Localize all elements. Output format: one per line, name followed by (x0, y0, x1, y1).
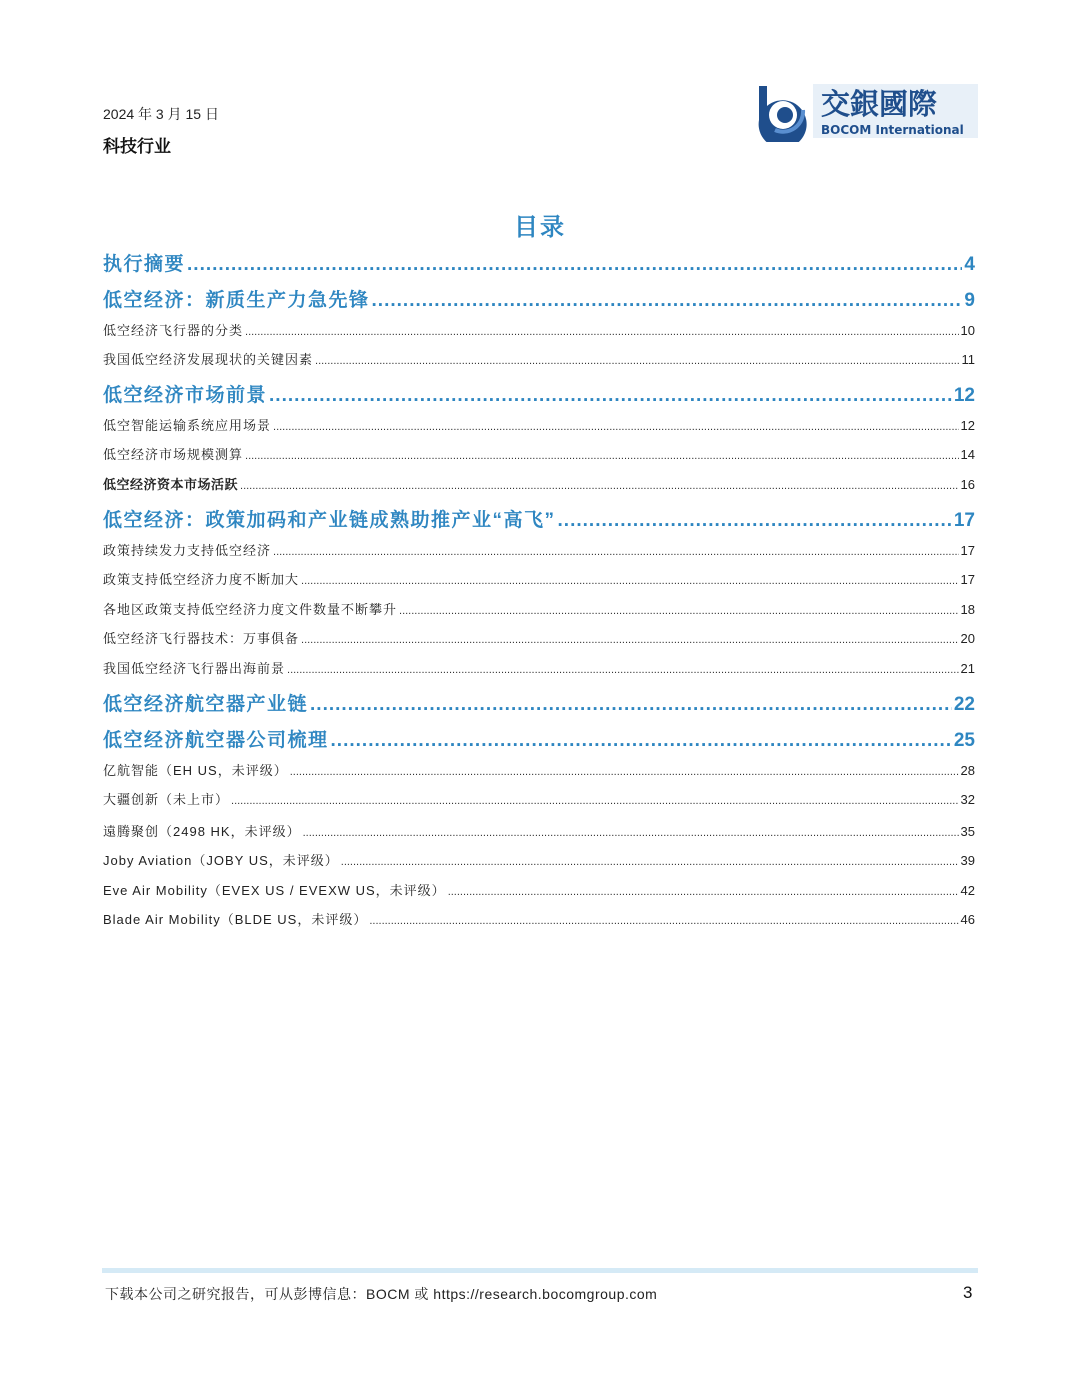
toc-leader-dots (399, 605, 959, 617)
toc-entry-chapter[interactable] (103, 725, 975, 752)
page-number: 3 (963, 1283, 973, 1302)
toc-entry-label: 我国低空经济发展现状的关键因素 (103, 352, 314, 367)
toc-entry-page: 42 (960, 883, 975, 898)
toc-entry-page: 11 (961, 352, 975, 367)
toc-leader-dots (372, 290, 963, 312)
sector-name: 科技行业 (103, 137, 171, 156)
toc-entry-page: 17 (953, 510, 975, 531)
toc-entry-page: 10 (960, 323, 975, 338)
toc-entry-section[interactable] (103, 569, 975, 588)
toc-entry-section[interactable] (103, 789, 975, 808)
toc-entry-page: 17 (960, 572, 975, 587)
toc-entry-label: 低空经济飞行器技术：万事俱备 (103, 631, 300, 646)
toc-entry-label: 执行摘要 (103, 254, 186, 275)
toc-entry-chapter[interactable] (103, 249, 975, 276)
toc-entry-label: 低空经济航空器公司梳理 (103, 730, 329, 751)
report-date: 2024 年 3 月 15 日 (103, 106, 219, 122)
toc-entry-page: 12 (960, 418, 975, 433)
toc-leader-dots (301, 575, 959, 587)
toc-entry-page: 17 (960, 543, 975, 558)
toc-leader-dots (315, 355, 959, 367)
toc-leader-dots (341, 856, 959, 868)
toc-entry-page: 20 (960, 631, 975, 646)
toc-leader-dots (287, 664, 959, 676)
logo-name-en: BOCOM International (821, 123, 964, 137)
footer-text: 下载本公司之研究报告，可从彭博信息：BOCM 或 https://research.bocomgroup.com (105, 1286, 658, 1302)
toc-leader-dots (301, 634, 959, 646)
toc-entry-section[interactable] (103, 474, 975, 493)
toc-entry-section[interactable] (103, 320, 975, 339)
toc-leader-dots (558, 510, 952, 532)
toc-leader-dots (240, 480, 959, 492)
toc-entry-page: 25 (953, 730, 975, 751)
toc-leader-dots (187, 254, 962, 276)
toc-entry-page: 14 (960, 447, 975, 462)
toc-entry-page: 21 (960, 661, 975, 676)
toc-entry-page: 12 (953, 385, 975, 406)
toc-leader-dots (310, 694, 952, 716)
toc-entry-label: 我国低空经济飞行器出海前景 (103, 661, 286, 676)
toc-entry-section[interactable] (103, 909, 975, 928)
toc-entry-label: Joby Aviation（JOBY US，未评级） (103, 853, 339, 868)
toc-leader-dots (273, 546, 959, 558)
toc-entry-section[interactable] (103, 658, 975, 677)
toc-entry-section[interactable] (103, 760, 975, 779)
bocom-logo-icon (759, 86, 807, 142)
toc-entry-page: 32 (960, 792, 975, 807)
toc-entry-label: 低空经济资本市场活跃 (103, 477, 239, 492)
toc-entry-page: 39 (960, 853, 975, 868)
toc-entry-label: 大疆创新（未上市） (103, 792, 230, 807)
toc-entry-label: 低空经济：新质生产力急先锋 (103, 290, 370, 311)
toc-leader-dots (331, 730, 952, 752)
toc-leader-dots (269, 385, 952, 407)
toc-entry-page: 18 (960, 602, 975, 617)
toc-entry-section[interactable] (103, 880, 975, 899)
toc-entry-section[interactable] (103, 628, 975, 647)
toc-entry-label: 低空经济航空器产业链 (103, 694, 309, 715)
toc-entry-page: 4 (964, 254, 975, 275)
toc-leader-dots (290, 766, 959, 778)
toc-entry-chapter[interactable] (103, 689, 975, 716)
toc-entry-label: 低空经济飞行器的分类 (103, 323, 244, 338)
toc-entry-label: 低空经济：政策加码和产业链成熟助推产业“高飞” (103, 510, 556, 531)
toc-entry-label: 各地区政策支持低空经济力度文件数量不断攀升 (103, 602, 398, 617)
toc-entry-label: 低空经济市场前景 (103, 385, 268, 406)
toc-entry-label: 遠腾聚创（2498 HK，未评级） (103, 824, 301, 839)
toc-leader-dots (231, 795, 959, 807)
toc-title: 目录 (514, 214, 566, 241)
toc-entry-chapter[interactable] (103, 380, 975, 407)
toc-leader-dots (245, 450, 959, 462)
toc-entry-label: 低空经济市场规模测算 (103, 447, 244, 462)
toc-entry-page: 16 (960, 477, 975, 492)
toc-leader-dots (448, 886, 959, 898)
toc-entry-page: 9 (964, 290, 975, 311)
toc-entry-label: 政策支持低空经济力度不断加大 (103, 572, 300, 587)
toc-entry-label: 政策持续发力支持低空经济 (103, 543, 272, 558)
toc-leader-dots (273, 421, 959, 433)
toc-entry-section[interactable] (103, 821, 975, 840)
toc-leader-dots (245, 326, 959, 338)
logo-name-cn: 交銀國際 (821, 87, 938, 121)
toc-entry-section[interactable] (103, 850, 975, 869)
toc-entry-page: 46 (960, 912, 975, 927)
toc-entry-label: 低空智能运输系统应用场景 (103, 418, 272, 433)
toc-leader-dots (303, 827, 959, 839)
toc-entry-page: 22 (953, 694, 975, 715)
toc-entry-section[interactable] (103, 349, 975, 368)
toc-entry-chapter[interactable] (103, 505, 975, 532)
toc-entry-label: Blade Air Mobility（BLDE US，未评级） (103, 912, 368, 927)
toc-entry-section[interactable] (103, 540, 975, 559)
footer-divider (102, 1268, 978, 1273)
toc-entry-label: Eve Air Mobility（EVEX US / EVEXW US，未评级） (103, 883, 446, 898)
toc-entry-label: 亿航智能（EH US，未评级） (103, 763, 288, 778)
toc-entry-page: 28 (960, 763, 975, 778)
toc-entry-section[interactable] (103, 444, 975, 463)
bocom-logo (755, 80, 980, 142)
toc-entry-section[interactable] (103, 599, 975, 618)
toc-leader-dots (369, 915, 958, 927)
toc-entry-page: 35 (960, 824, 975, 839)
toc-entry-chapter[interactable] (103, 285, 975, 312)
toc-entry-section[interactable] (103, 415, 975, 434)
